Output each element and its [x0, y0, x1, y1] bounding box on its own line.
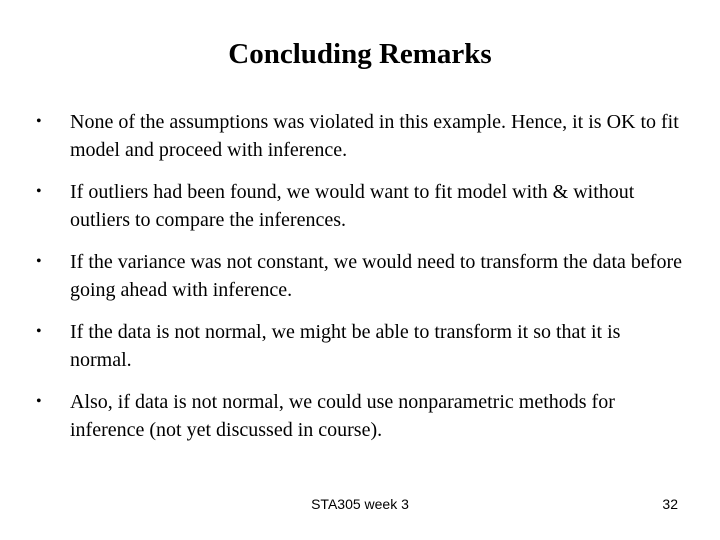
bullet-icon: • [36, 253, 42, 270]
bullet-item [36, 388, 686, 444]
bullet-item [36, 318, 686, 374]
bullet-text: None of the assumptions was violated in this example. Hence, it is OK to fit model and proceed with inference. [70, 111, 679, 161]
bullet-item [36, 178, 686, 234]
slide-title: Concluding Remarks [228, 38, 492, 70]
bullet-icon: • [36, 113, 42, 130]
bullet-text: If outliers had been found, we would want to fit model with & without outliers to compare the inferences. [70, 181, 635, 231]
bullet-icon: • [36, 183, 42, 200]
bullet-icon: • [36, 323, 42, 340]
bullet-list [36, 108, 686, 458]
page-number: 32 [662, 496, 678, 512]
bullet-text: If the data is not normal, we might be able to transform it so that it is normal. [70, 321, 621, 371]
bullet-text: If the variance was not constant, we would need to transform the data before going ahead with inference. [70, 251, 682, 301]
bullet-icon: • [36, 393, 42, 410]
bullet-item [36, 108, 686, 164]
bullet-item [36, 248, 686, 304]
footer-course-label: STA305 week 3 [311, 496, 409, 512]
bullet-text: Also, if data is not normal, we could use nonparametric methods for inference (not yet discussed in course). [70, 391, 615, 441]
